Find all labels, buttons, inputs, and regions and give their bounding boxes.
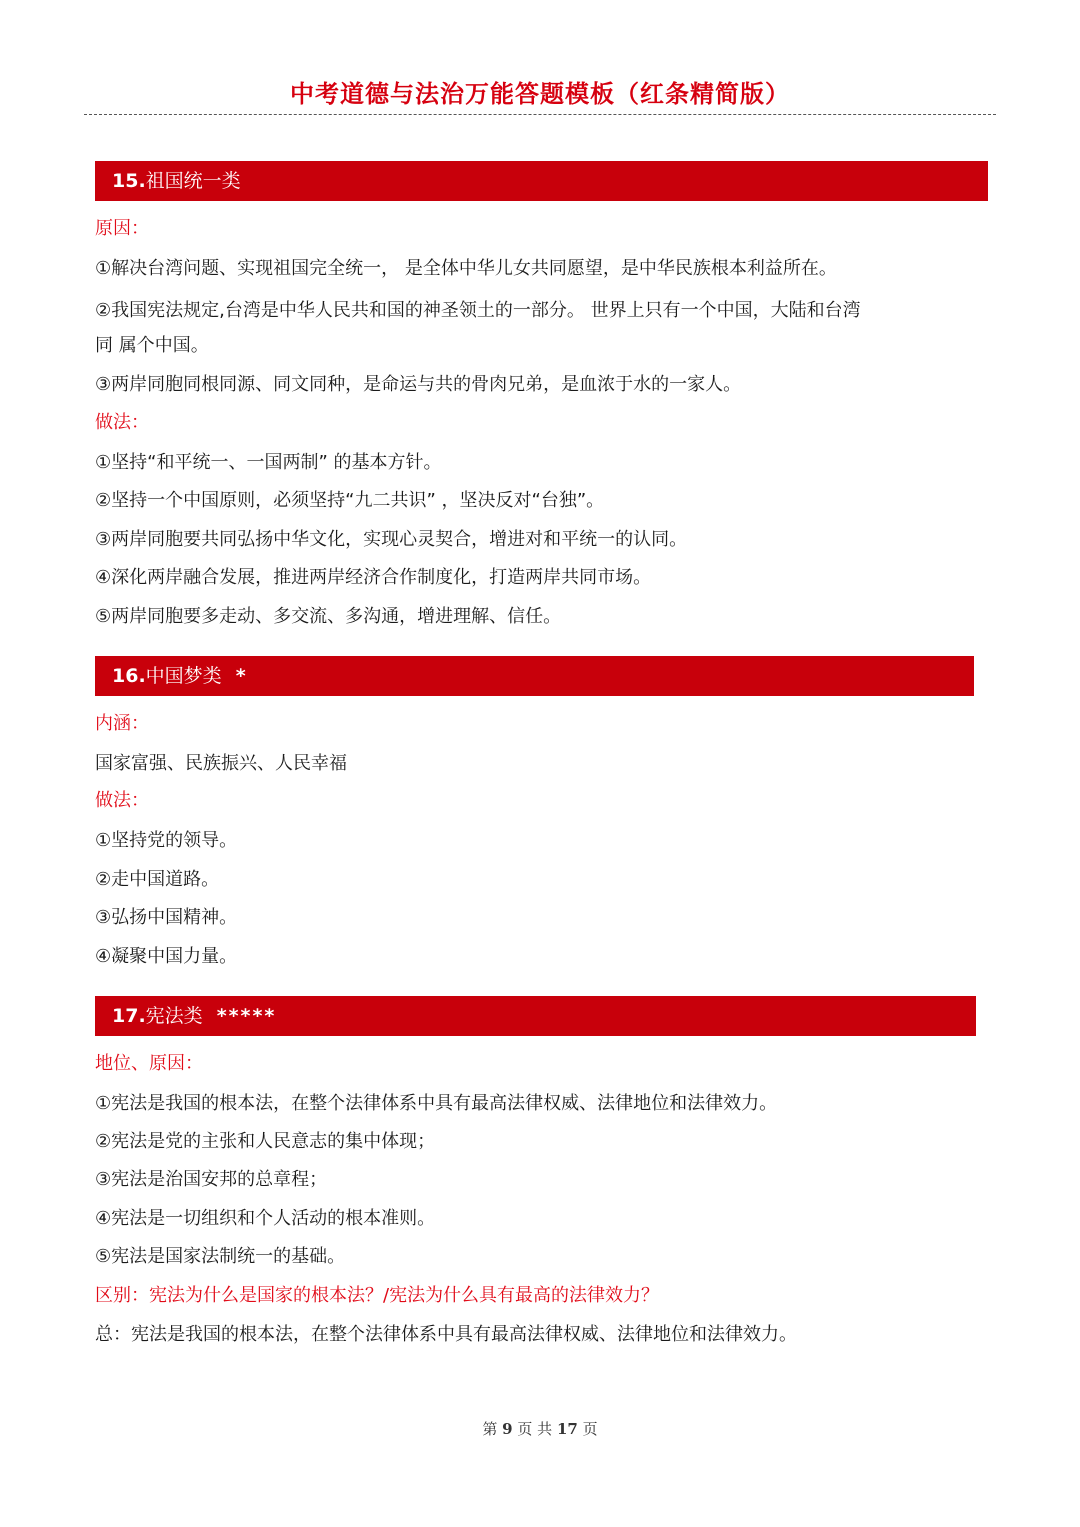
text-line: ①宪法是我国的根本法，在整个法律体系中具有最高法律权威、法律地位和法律效力。 — [95, 1093, 778, 1114]
text-line: ①坚持党的领导。 — [95, 830, 238, 851]
text-line: ⑤两岸同胞要多走动、多交流、多沟通，增进理解、信任。 — [95, 606, 562, 627]
text-line: ③宪法是治国安邦的总章程； — [95, 1169, 328, 1190]
block-label-reason: 原因： — [95, 218, 149, 239]
page-title: 中考道德与法治万能答题模板（红条精简版） — [290, 80, 790, 108]
page-footer — [0, 1418, 1080, 1440]
text-line: ④深化两岸融合发展，推进两岸经济合作制度化，打造两岸共同市场。 — [95, 567, 652, 588]
text-line: ②宪法是党的主张和人民意志的集中体现； — [95, 1131, 436, 1152]
total-page-number: 17 — [556, 1420, 578, 1438]
text-line: ②走中国道路。 — [95, 869, 220, 890]
section-number: 15. — [112, 170, 146, 192]
text-line: ③弘扬中国精神。 — [95, 907, 238, 928]
section-header-16 — [95, 656, 974, 696]
text-line: ③两岸同胞同根同源、同文同种，是命运与共的骨肉兄弟，是血浓于水的一家人。 — [95, 374, 742, 395]
footer-middle: 页 共 — [517, 1420, 553, 1438]
text-line: ⑤宪法是国家法制统一的基础。 — [95, 1246, 346, 1267]
text-line: 总：宪法是我国的根本法，在整个法律体系中具有最高法律权威、法律地位和法律效力。 — [95, 1324, 797, 1345]
text-line: ④凝聚中国力量。 — [95, 946, 238, 967]
importance-stars: ***** — [216, 1005, 277, 1027]
text-line: ②坚持一个中国原则，必须坚持“九二共识” ，坚决反对“台独”。 — [95, 490, 605, 511]
title-divider — [84, 114, 996, 115]
section-title: 宪法类 — [145, 1005, 203, 1027]
text-line: 同 属个中国。 — [95, 335, 209, 356]
text-line: ④宪法是一切组织和个人活动的根本准则。 — [95, 1208, 436, 1229]
block-label-approach: 做法： — [95, 412, 149, 433]
section-number: 16. — [112, 665, 146, 687]
section-title: 祖国统一类 — [145, 170, 241, 192]
importance-stars: * — [235, 665, 248, 687]
text-line: ③两岸同胞要共同弘扬中华文化，实现心灵契合，增进对和平统一的认同。 — [95, 529, 688, 550]
text-line: ①解决台湾问题、实现祖国完全统一， 是全体中华儿女共同愿望，是中华民族根本利益所在。 — [95, 258, 837, 279]
block-label-approach: 做法： — [95, 790, 149, 811]
text-line: 国家富强、民族振兴、人民幸福 — [95, 753, 347, 774]
current-page-number: 9 — [502, 1420, 513, 1438]
footer-prefix: 第 — [482, 1420, 498, 1438]
block-label-status: 地位、原因： — [95, 1053, 203, 1074]
section-title: 中国梦类 — [145, 665, 222, 687]
block-label-meaning: 内涵： — [95, 713, 149, 734]
text-line: ①坚持“和平统一、一国两制” 的基本方针。 — [95, 452, 442, 473]
section-number: 17. — [112, 1005, 146, 1027]
block-label-difference: 区别：宪法为什么是国家的根本法？/宪法为什么具有最高的法律效力？ — [95, 1285, 660, 1306]
section-header-15 — [95, 161, 988, 201]
section-header-17 — [95, 996, 976, 1036]
footer-suffix: 页 — [582, 1420, 598, 1438]
text-line: ②我国宪法规定,台湾是中华人民共和国的神圣领土的一部分。 世界上只有一个中国，大陆和台湾 — [95, 300, 861, 321]
